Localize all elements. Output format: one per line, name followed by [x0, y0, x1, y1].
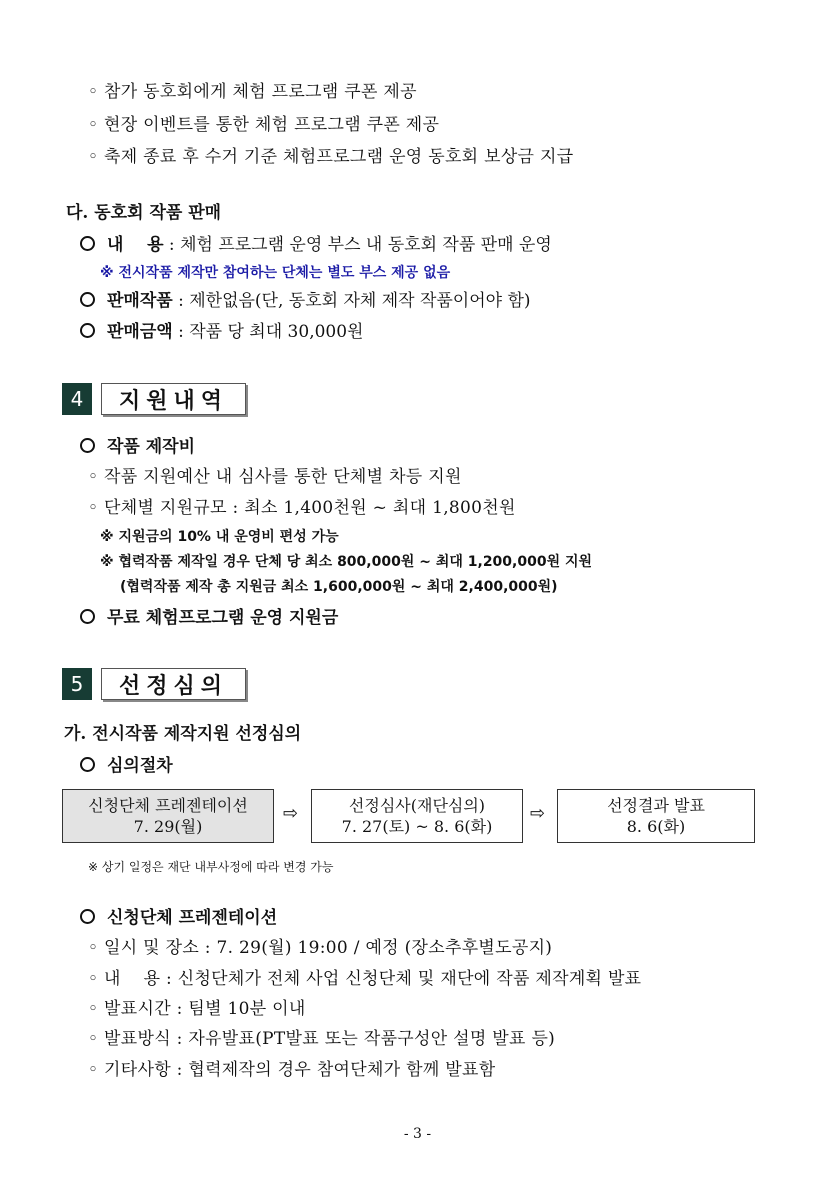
circle-bullet-icon — [80, 609, 95, 624]
s4-note-collab-total: (협력작품 제작 총 지원금 최소 1,600,000원 ~ 최대 2,400,000원) — [120, 579, 558, 595]
flow-step-result-line2: 8. 6(화) — [626, 817, 686, 836]
section5-title: 선정심의 — [101, 668, 246, 700]
s5-subtitle: 가. 전시작품 제작지원 선정심의 — [64, 724, 302, 744]
s4-bullet-scale: ◦ 단체별 지원규모 : 최소 1,400천원 ~ 최대 1,800천원 — [88, 498, 516, 518]
pt-bullet-content: ◦ 내 용 : 신청단체가 전체 사업 신청단체 및 재단에 작품 제작계획 발표 — [88, 969, 642, 989]
circle-bullet-icon — [80, 909, 95, 924]
pt-bullet-duration: ◦ 발표시간 : 팀별 10분 이내 — [88, 999, 306, 1019]
section-da-title: 다. 동호회 작품 판매 — [66, 203, 222, 223]
s4-item-free-program-label: 무료 체험프로그램 운영 지원금 — [107, 608, 339, 628]
flow-step-presentation-line2: 7. 29(월) — [133, 817, 203, 836]
section4-title: 지원내역 — [101, 383, 246, 415]
section5-number: 5 — [62, 668, 92, 700]
s4-item-production-label: 작품 제작비 — [107, 437, 196, 457]
da-content-label: 내 용 — [107, 235, 164, 255]
bullet-coupon-participants: ◦ 참가 동호회에게 체험 프로그램 쿠폰 제공 — [88, 82, 417, 102]
da-content-item — [80, 230, 552, 255]
circle-bullet-icon — [80, 236, 95, 251]
flow-arrow-icon: ⇨ — [530, 803, 546, 824]
circle-bullet-icon — [80, 438, 95, 453]
flow-arrow-icon: ⇨ — [283, 803, 299, 824]
flow-step-review-line2: 7. 27(토) ~ 8. 6(화) — [341, 817, 493, 836]
flow-step-review-line1: 선정심사(재단심의) — [348, 796, 486, 815]
pt-bullet-method: ◦ 발표방식 : 자유발표(PT발표 또는 작품구성안 설명 발표 등) — [88, 1029, 556, 1049]
circle-bullet-icon — [80, 323, 95, 338]
flow-step-result — [557, 789, 755, 843]
flow-step-review — [311, 789, 523, 843]
da-price-text: : 작품 당 최대 30,000원 — [172, 322, 364, 342]
pt-bullet-etc: ◦ 기타사항 : 협력제작의 경우 참여단체가 함께 발표함 — [88, 1060, 496, 1080]
s5-pt-title: 신청단체 프레젠테이션 — [107, 908, 278, 928]
flow-step-result-line1: 선정결과 발표 — [607, 796, 705, 815]
da-sale-item — [80, 286, 531, 311]
flow-step-presentation — [62, 789, 274, 843]
da-sale-label: 판매작품 — [107, 291, 173, 311]
bullet-reward: ◦ 축제 종료 후 수거 기준 체험프로그램 운영 동호회 보상금 지급 — [88, 147, 574, 167]
da-content-note: ※ 전시작품 제작만 참여하는 단체는 별도 부스 제공 없음 — [100, 265, 451, 281]
flow-step-presentation-line1: 신청단체 프레젠테이션 — [88, 796, 248, 815]
s5-procedure-label: 심의절차 — [107, 756, 173, 776]
s5-pt-item — [80, 903, 277, 928]
da-sale-text: : 제한없음(단, 동호회 자체 제작 작품이어야 함) — [172, 291, 531, 311]
da-price-item — [80, 317, 363, 342]
flow-note: ※ 상기 일정은 재단 내부사정에 따라 변경 가능 — [88, 860, 334, 874]
da-price-label: 판매금액 — [107, 322, 173, 342]
bullet-coupon-event: ◦ 현장 이벤트를 통한 체험 프로그램 쿠폰 제공 — [88, 115, 440, 135]
s4-item-free-program — [80, 603, 338, 628]
s5-procedure-item — [80, 751, 173, 776]
section4-number: 4 — [62, 383, 92, 415]
s4-bullet-differential: ◦ 작품 지원예산 내 심사를 통한 단체별 차등 지원 — [88, 467, 462, 487]
circle-bullet-icon — [80, 292, 95, 307]
circle-bullet-icon — [80, 757, 95, 772]
page-number: - 3 - — [403, 1126, 432, 1142]
s4-item-production — [80, 432, 195, 457]
da-content-text: : 체험 프로그램 운영 부스 내 동호회 작품 판매 운영 — [163, 235, 552, 255]
pt-bullet-schedule: ◦ 일시 및 장소 : 7. 29(월) 19:00 / 예정 (장소추후별도공지) — [88, 938, 553, 958]
s4-note-collab: ※ 협력작품 제작일 경우 단체 당 최소 800,000원 ~ 최대 1,200,000원 지원 — [100, 554, 593, 570]
s4-note-operation: ※ 지원금의 10% 내 운영비 편성 가능 — [100, 529, 339, 545]
